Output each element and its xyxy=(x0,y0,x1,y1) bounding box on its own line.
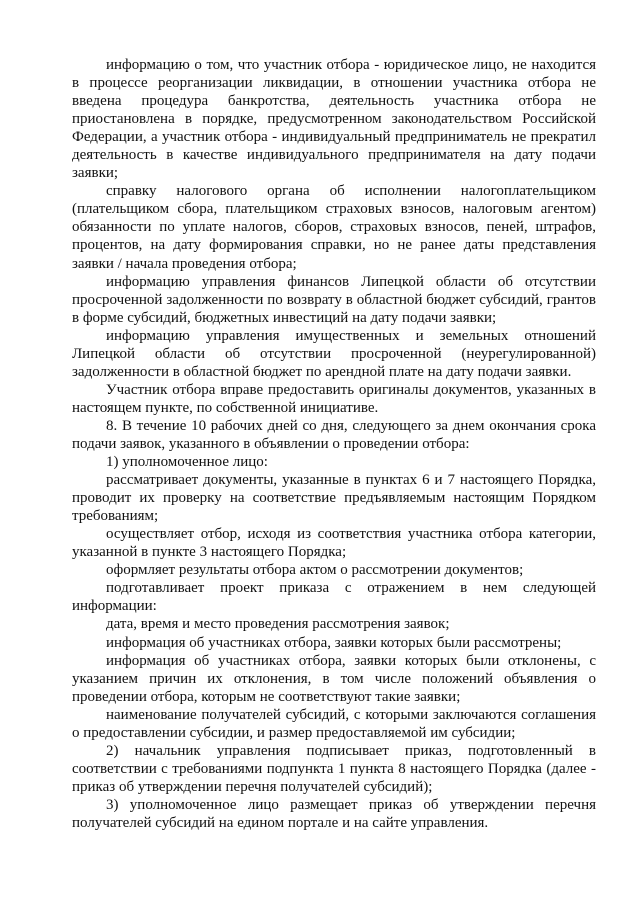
paragraph-finance-debt-info: информацию управления финансов Липецкой области об отсутствии просроченной задолженности по возврату в областной бюджет субсидий, грантов в форме субсидий, бюджетных инвестиций на дату подачи заявки; xyxy=(72,273,596,326)
paragraph-originals-initiative: Участник отбора вправе предоставить оригиналы документов, указанных в настоящем пункте, по собственной инициативе. xyxy=(72,381,596,416)
paragraph-subclause-3: 3) уполномоченное лицо размещает приказ об утверждении перечня получателей субсидий на едином портале и на сайте управления. xyxy=(72,796,596,831)
paragraph-date-time-place: дата, время и место проведения рассмотрения заявок; xyxy=(106,616,450,633)
paragraph-recipients-names: наименование получателей субсидий, с которыми заключаются соглашения о предоставлении субсидии, и размер предоставляемой им субсидии; xyxy=(72,706,596,741)
paragraph-info-reorganization: информацию о том, что участник отбора - юридическое лицо, не находится в процессе реорганизации ликвидации, в отношении участника отбора не введена процедура банкротства, деятельность участника отбора не приостановлена в порядке, предусмотренном законодательством Российской Федерации, а участник отбора - индивидуальный предприниматель не прекратил деятельность в качестве индивидуального предпринимателя на дату подачи заявки; xyxy=(72,57,596,182)
paragraph-reviewed-participants: информация об участниках отбора, заявки которых были рассмотрены; xyxy=(106,634,562,651)
paragraph-prepares-order: подготавливает проект приказа с отражением в нем следующей информации: xyxy=(72,580,596,615)
paragraph-property-debt-info: информацию управления имущественных и земельных отношений Липецкой области об отсутствии просроченной (неурегулированной) задолженности в областной бюджет по арендной плате на дату подачи заявки. xyxy=(72,327,596,380)
paragraph-reviews-documents: рассматривает документы, указанные в пунктах 6 и 7 настоящего Порядка, проводит их проверку на соответствие предъявляемым настоящим Порядком требованиям; xyxy=(72,472,596,525)
paragraph-act-results: оформляет результаты отбора актом о рассмотрении документов; xyxy=(106,562,524,579)
document-page xyxy=(72,56,596,832)
paragraph-subclause-1: 1) уполномоченное лицо: xyxy=(106,454,268,471)
paragraph-tax-certificate: справку налогового органа об исполнении налогоплательщиком (плательщиком сбора, плательщиком страховых взносов, налоговым агентом) обязанности по уплате налогов, сборов, страховых взносов, пеней, штрафов, процентов, на дату формирования справки, но не ранее даты представления заявки / начала проведения отбора; xyxy=(72,183,596,272)
paragraph-rejected-participants: информация об участниках отбора, заявки которых были отклонены, с указанием причин их отклонения, в том числе положений объявления о проведении отбора, которым не соответствуют такие заявки; xyxy=(72,652,596,705)
paragraph-clause-8: 8. В течение 10 рабочих дней со дня, следующего за днем окончания срока подачи заявок, указанного в объявлении о проведении отбора: xyxy=(72,417,596,452)
paragraph-subclause-2: 2) начальник управления подписывает приказ, подготовленный в соответствии с требованиями подпункта 1 пункта 8 настоящего Порядка (далее - приказ об утверждении перечня получателей субсидий); xyxy=(72,742,596,795)
paragraph-performs-selection: осуществляет отбор, исходя из соответствия участника отбора категории, указанной в пункте 3 настоящего Порядка; xyxy=(72,526,596,561)
